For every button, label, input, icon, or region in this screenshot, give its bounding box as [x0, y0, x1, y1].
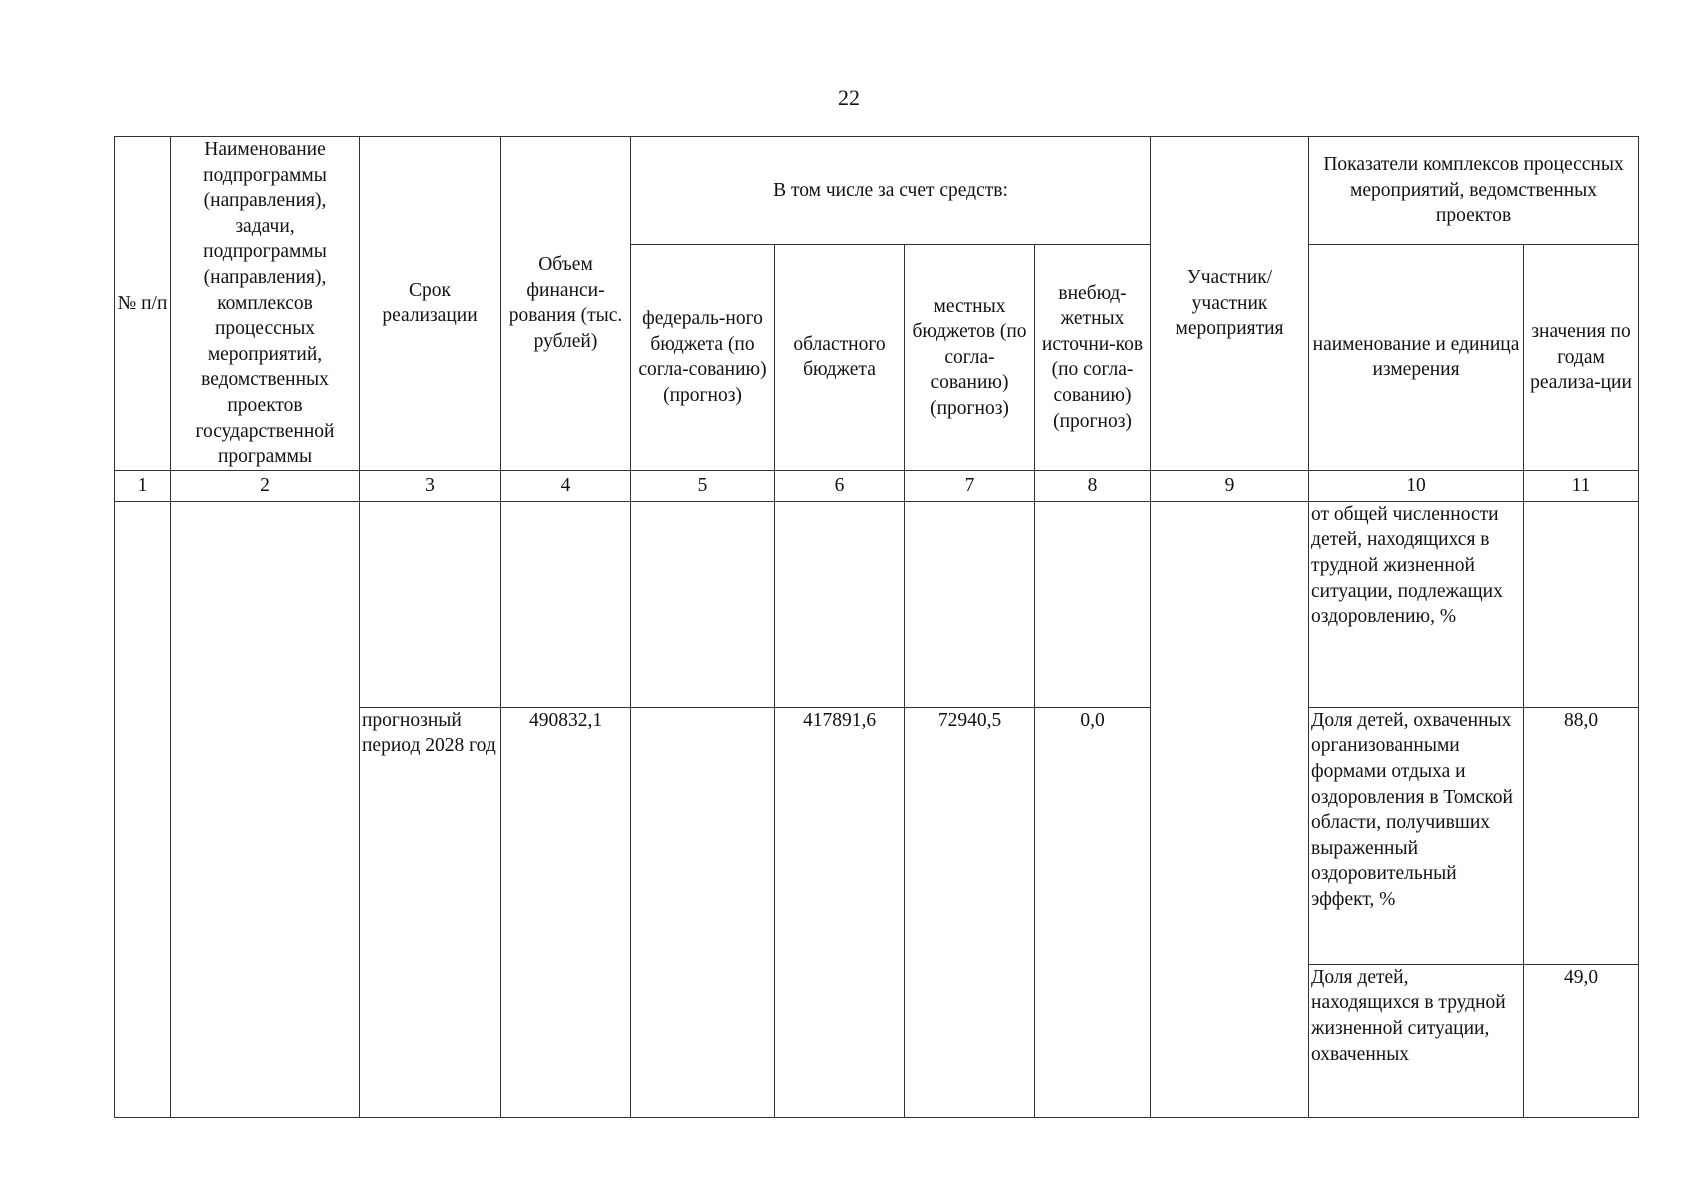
cell-indicator-value: 88,0 [1524, 707, 1639, 964]
header-regional: областного бюджета [775, 245, 905, 470]
cell-indicator-value: 49,0 [1524, 964, 1639, 1117]
cell-local: 72940,5 [905, 707, 1035, 1117]
column-number: 9 [1151, 470, 1309, 501]
program-table [114, 136, 1639, 1118]
cell-extra: 0,0 [1035, 707, 1151, 1117]
header-local: местных бюджетов (по согла-сованию) (прогноз) [905, 245, 1035, 470]
column-number: 4 [501, 470, 631, 501]
cell-extra [1035, 501, 1151, 707]
table-row [115, 501, 1639, 707]
header-indicators: Показатели комплексов процессных мероприятий, ведомственных проектов [1309, 137, 1639, 245]
column-number: 7 [905, 470, 1035, 501]
column-number: 8 [1035, 470, 1151, 501]
cell-num [115, 501, 171, 1117]
header-indicator-values: значения по годам реализа-ции [1524, 245, 1639, 470]
column-number: 2 [171, 470, 360, 501]
cell-indicator-name: Доля детей, охваченных организованными формами отдыха и оздоровления в Томской области, получивших выраженный оздоровительный эффект, % [1309, 707, 1524, 964]
cell-participant [1151, 501, 1309, 1117]
header-federal: федераль-ного бюджета (по согла-сованию) (прогноз) [631, 245, 775, 470]
column-numbers-row [115, 470, 1639, 501]
column-number: 11 [1524, 470, 1639, 501]
cell-regional [775, 501, 905, 707]
column-number: 10 [1309, 470, 1524, 501]
page-number: 22 [838, 85, 860, 110]
column-number: 6 [775, 470, 905, 501]
cell-volume: 490832,1 [501, 707, 631, 1117]
column-number: 1 [115, 470, 171, 501]
header-name: Наименование подпрограммы (направления), задачи, подпрограммы (направления), комплексов процессных мероприятий, ведомственных проектов государственной программы [171, 137, 360, 471]
cell-federal [631, 707, 775, 1117]
column-number: 5 [631, 470, 775, 501]
header-including: В том числе за счет средств: [631, 137, 1151, 245]
cell-name [171, 501, 360, 1117]
column-number: 3 [360, 470, 501, 501]
cell-term [360, 501, 501, 707]
header-participant: Участник/ участник мероприятия [1151, 137, 1309, 471]
cell-term: прогнозный период 2028 год [360, 707, 501, 1117]
cell-volume [501, 501, 631, 707]
cell-local [905, 501, 1035, 707]
header-volume: Объем финанси-рования (тыс. рублей) [501, 137, 631, 471]
header-indicator-name: наименование и единица измерения [1309, 245, 1524, 470]
cell-indicator-name: от общей численности детей, находящихся в трудной жизненной ситуации, подлежащих оздоровлению, % [1309, 501, 1524, 707]
header-extra: внебюд-жетных источни-ков (по согла-сованию) (прогноз) [1035, 245, 1151, 470]
cell-regional: 417891,6 [775, 707, 905, 1117]
cell-indicator-value [1524, 501, 1639, 707]
header-term: Срок реализации [360, 137, 501, 471]
cell-federal [631, 501, 775, 707]
cell-indicator-name: Доля детей, находящихся в трудной жизненной ситуации, охваченных [1309, 964, 1524, 1117]
header-num: № п/п [115, 137, 171, 471]
